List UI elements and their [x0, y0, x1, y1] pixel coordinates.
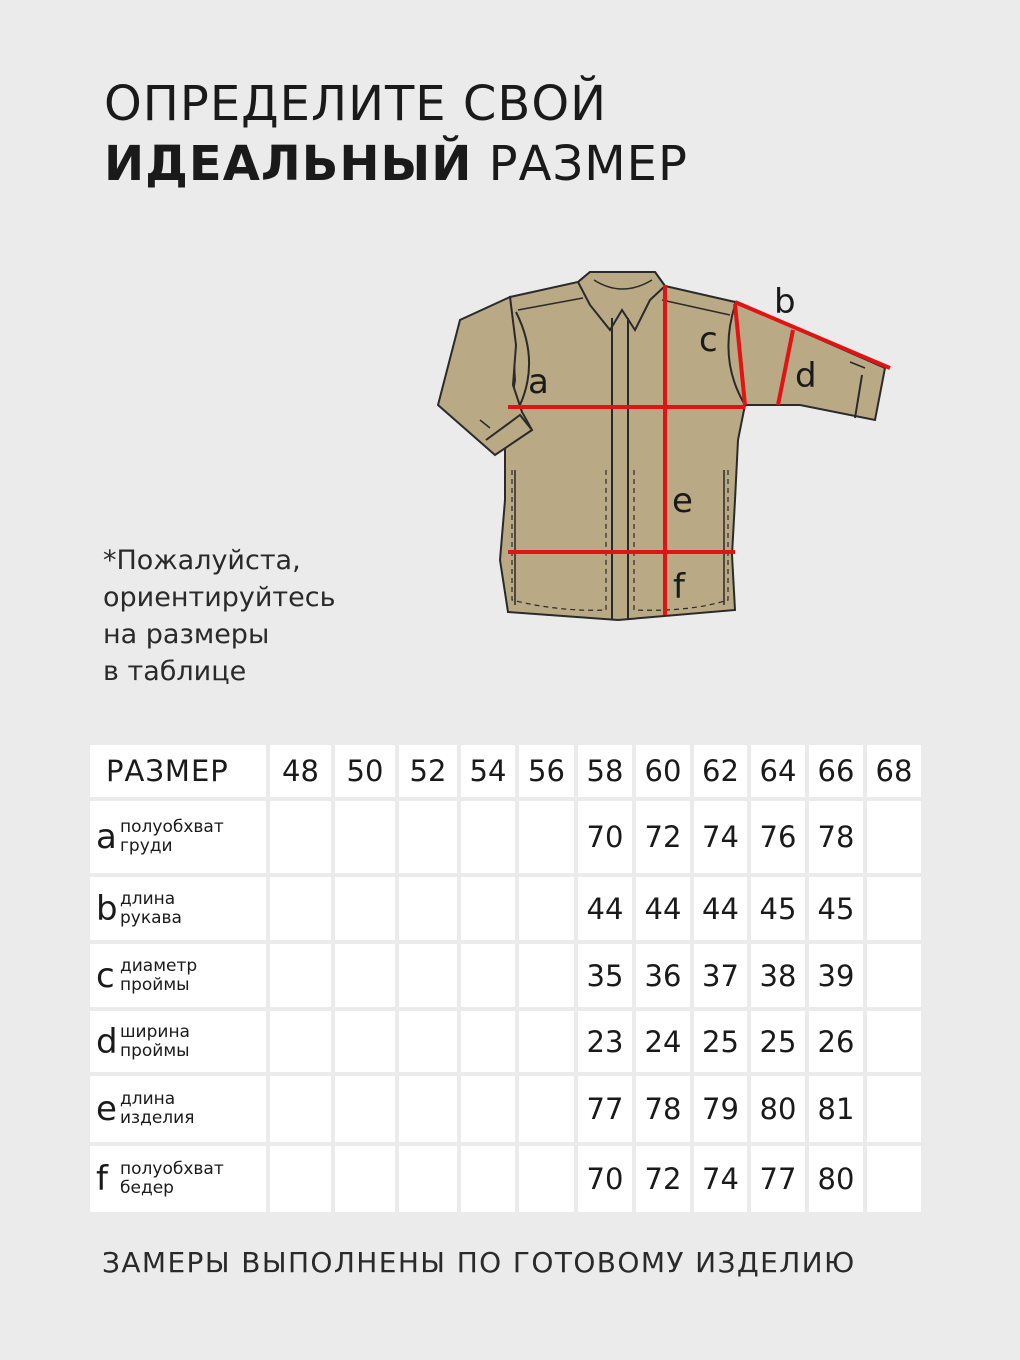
footer-note: ЗАМЕРЫ ВЫПОЛНЕНЫ ПО ГОТОВОМУ ИЗДЕЛИЮ — [102, 1246, 856, 1279]
note-line: ориентируйтесь — [103, 582, 336, 613]
table-cell: 79 — [694, 1076, 747, 1142]
row-letter: c — [96, 955, 115, 996]
table-cell: 70 — [578, 1146, 632, 1212]
note-line: на размеры — [103, 619, 270, 650]
note-line: *Пожалуйста, — [103, 545, 301, 576]
table-cell — [867, 1146, 921, 1212]
table-cell — [270, 1011, 331, 1072]
jacket-measurement-diagram — [420, 250, 920, 640]
table-cell — [519, 801, 574, 873]
label-e: e — [672, 481, 693, 521]
table-cell — [519, 1011, 574, 1072]
table-cell: 72 — [636, 801, 690, 873]
label-a: a — [528, 362, 549, 402]
label-f: f — [673, 567, 685, 607]
table-cell — [519, 944, 574, 1007]
table-row — [90, 1146, 921, 1212]
label-d: d — [795, 356, 817, 396]
table-cell — [867, 1011, 921, 1072]
table-cell — [399, 801, 457, 873]
table-cell: 25 — [694, 1011, 747, 1072]
table-cell: 24 — [636, 1011, 690, 1072]
size-header-cell: 64 — [751, 745, 805, 797]
table-cell — [270, 877, 331, 940]
table-row — [90, 801, 921, 873]
note-line: в таблице — [103, 656, 247, 687]
size-header-cell: 52 — [399, 745, 457, 797]
table-cell: 25 — [751, 1011, 805, 1072]
table-cell — [461, 944, 515, 1007]
table-cell: 44 — [578, 877, 632, 940]
table-cell: 78 — [636, 1076, 690, 1142]
title-line-1: ОПРЕДЕЛИТЕ СВОЙ — [104, 76, 608, 132]
table-cell — [867, 1076, 921, 1142]
table-cell: 45 — [809, 877, 863, 940]
row-letter: a — [96, 817, 117, 857]
size-header-cell: 54 — [461, 745, 515, 797]
table-cell — [519, 1146, 574, 1212]
table-cell: 80 — [809, 1146, 863, 1212]
table-cell — [335, 877, 395, 940]
title-bold-word: ИДЕАЛЬНЫЙ — [104, 136, 473, 192]
table-cell: 74 — [694, 801, 747, 873]
row-description: полуобхват бедер — [120, 1159, 224, 1198]
table-cell: 38 — [751, 944, 805, 1007]
table-cell — [270, 944, 331, 1007]
table-cell — [270, 1076, 331, 1142]
size-header-cell: 50 — [335, 745, 395, 797]
label-b: b — [774, 282, 796, 322]
table-cell: 74 — [694, 1146, 747, 1212]
size-note — [103, 542, 336, 690]
table-cell — [399, 877, 457, 940]
row-letter: e — [96, 1089, 117, 1129]
table-cell — [335, 1076, 395, 1142]
table-cell: 39 — [809, 944, 863, 1007]
row-label — [90, 1076, 266, 1142]
row-label — [90, 1011, 266, 1072]
title-line-2 — [104, 134, 688, 194]
table-cell — [399, 944, 457, 1007]
table-cell — [519, 877, 574, 940]
table-cell — [461, 1011, 515, 1072]
table-cell — [461, 1146, 515, 1212]
table-cell — [399, 1076, 457, 1142]
table-cell: 23 — [578, 1011, 632, 1072]
table-cell: 44 — [636, 877, 690, 940]
table-row — [90, 944, 921, 1007]
table-cell: 78 — [809, 801, 863, 873]
table-cell — [867, 801, 921, 873]
size-header-cell: 56 — [519, 745, 574, 797]
table-cell: 72 — [636, 1146, 690, 1212]
table-cell: 77 — [578, 1076, 632, 1142]
table-cell: 81 — [809, 1076, 863, 1142]
row-description: длина рукава — [120, 888, 182, 928]
table-cell: 44 — [694, 877, 747, 940]
row-letter: b — [96, 888, 118, 929]
table-cell: 35 — [578, 944, 632, 1007]
table-cell: 26 — [809, 1011, 863, 1072]
row-letter: f — [96, 1159, 108, 1199]
row-label — [90, 1146, 266, 1212]
table-row — [90, 1076, 921, 1142]
label-c: c — [699, 320, 718, 360]
table-cell — [461, 877, 515, 940]
size-header-cell: 68 — [867, 745, 921, 797]
table-cell: 80 — [751, 1076, 805, 1142]
size-table — [86, 741, 925, 1216]
size-table-header — [90, 745, 921, 797]
table-row — [90, 1011, 921, 1072]
size-header-cell: 58 — [578, 745, 632, 797]
row-description: ширина проймы — [120, 1021, 190, 1061]
table-cell — [335, 1146, 395, 1212]
row-label — [90, 877, 266, 940]
size-header-cell: 66 — [809, 745, 863, 797]
table-cell — [399, 1011, 457, 1072]
row-label — [90, 801, 266, 873]
table-cell — [270, 1146, 331, 1212]
size-header-label: РАЗМЕР — [90, 745, 266, 797]
row-description: диаметр проймы — [120, 955, 198, 995]
table-cell — [335, 801, 395, 873]
table-cell — [519, 1076, 574, 1142]
table-cell — [335, 944, 395, 1007]
table-cell: 76 — [751, 801, 805, 873]
size-header-cell: 48 — [270, 745, 331, 797]
table-row — [90, 877, 921, 940]
table-cell — [399, 1146, 457, 1212]
table-cell: 37 — [694, 944, 747, 1007]
row-letter: d — [96, 1021, 118, 1062]
title-rest: РАЗМЕР — [472, 136, 688, 192]
table-cell: 36 — [636, 944, 690, 1007]
table-cell — [867, 877, 921, 940]
size-header-cell: 62 — [694, 745, 747, 797]
size-header-cell: 60 — [636, 745, 690, 797]
table-cell — [461, 801, 515, 873]
table-cell: 45 — [751, 877, 805, 940]
page-title — [104, 74, 688, 194]
table-cell — [867, 944, 921, 1007]
table-cell — [335, 1011, 395, 1072]
table-cell — [461, 1076, 515, 1142]
row-description: длина изделия — [120, 1089, 195, 1128]
table-cell — [270, 801, 331, 873]
table-cell: 70 — [578, 801, 632, 873]
table-cell: 77 — [751, 1146, 805, 1212]
row-description: полуобхват груди — [120, 817, 224, 856]
row-label — [90, 944, 266, 1007]
